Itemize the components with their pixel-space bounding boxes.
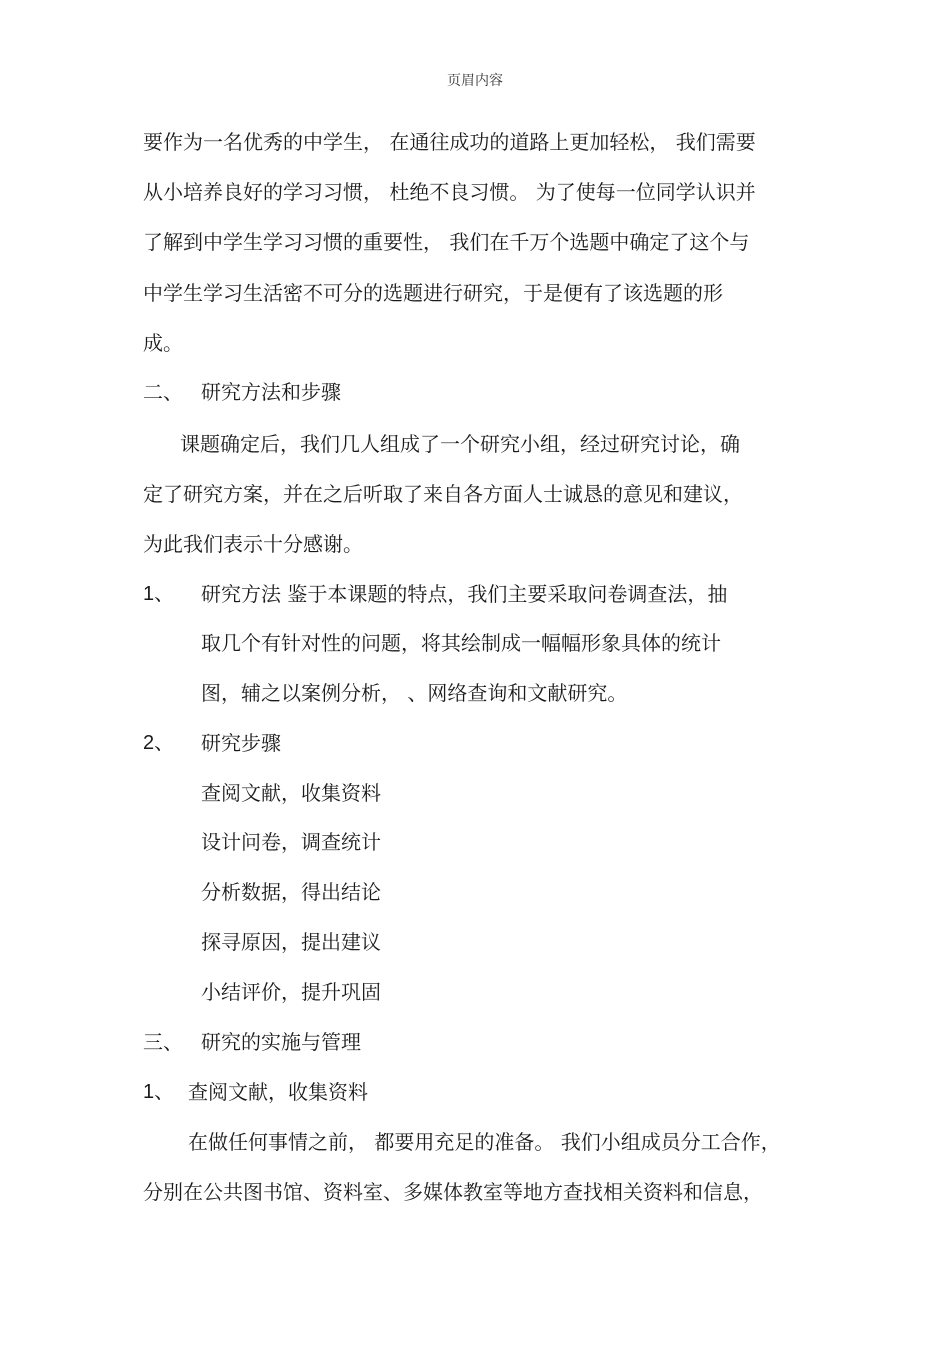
step-item: 探寻原因，提出建议 — [201, 930, 381, 954]
item-1-number: 1、 — [143, 583, 175, 605]
section-3-para-line-1: 在做任何事情之前， 都要用充足的准备。 我们小组成员分工合作， — [188, 1130, 781, 1154]
step-item: 查阅文献，收集资料 — [201, 781, 381, 805]
section-2-para-line-3: 为此我们表示十分感谢。 — [143, 532, 363, 556]
item-1-line-3: 图，辅之以案例分析， 、网络查询和文献研究。 — [201, 681, 628, 705]
section-2-para-line-1: 课题确定后，我们几人组成了一个研究小组，经过研究讨论，确 — [180, 432, 740, 456]
step-item: 分析数据，得出结论 — [201, 880, 381, 904]
section-3-para-line-2: 分别在公共图书馆、资料室、多媒体教室等地方查找相关资料和信息， — [143, 1180, 763, 1204]
step-item: 小结评价，提升巩固 — [201, 980, 381, 1004]
item-2-title: 研究步骤 — [201, 731, 281, 755]
item-1-line-2: 取几个有针对性的问题，将其绘制成一幅幅形象具体的统计 — [201, 631, 721, 655]
section-3-number: 三、 — [143, 1030, 183, 1054]
section-2-number: 二、 — [143, 380, 183, 404]
intro-line-3: 了解到中学生学习习惯的重要性， 我们在千万个选题中确定了这个与 — [143, 230, 750, 254]
section-3-sub-1-title: 查阅文献，收集资料 — [188, 1080, 368, 1104]
page-header: 页眉内容 — [447, 73, 503, 89]
intro-line-2: 从小培养良好的学习习惯， 杜绝不良习惯。 为了使每一位同学认识并 — [143, 180, 756, 204]
section-3-sub-1-number: 1、 — [143, 1081, 175, 1103]
intro-line-5: 成。 — [143, 331, 183, 355]
section-2-para-line-2: 定了研究方案，并在之后听取了来自各方面人士诚恳的意见和建议， — [143, 482, 743, 506]
section-2-title: 研究方法和步骤 — [201, 380, 341, 404]
item-2-number: 2、 — [143, 732, 175, 754]
item-1-line-1: 研究方法 鉴于本课题的特点，我们主要采取问卷调查法，抽 — [201, 582, 728, 606]
intro-line-4: 中学生学习生活密不可分的选题进行研究，于是便有了该选题的形 — [143, 281, 723, 305]
intro-line-1: 要作为一名优秀的中学生， 在通往成功的道路上更加轻松， 我们需要 — [143, 130, 756, 154]
section-3-title: 研究的实施与管理 — [201, 1030, 361, 1054]
step-item: 设计问卷，调查统计 — [201, 830, 381, 854]
